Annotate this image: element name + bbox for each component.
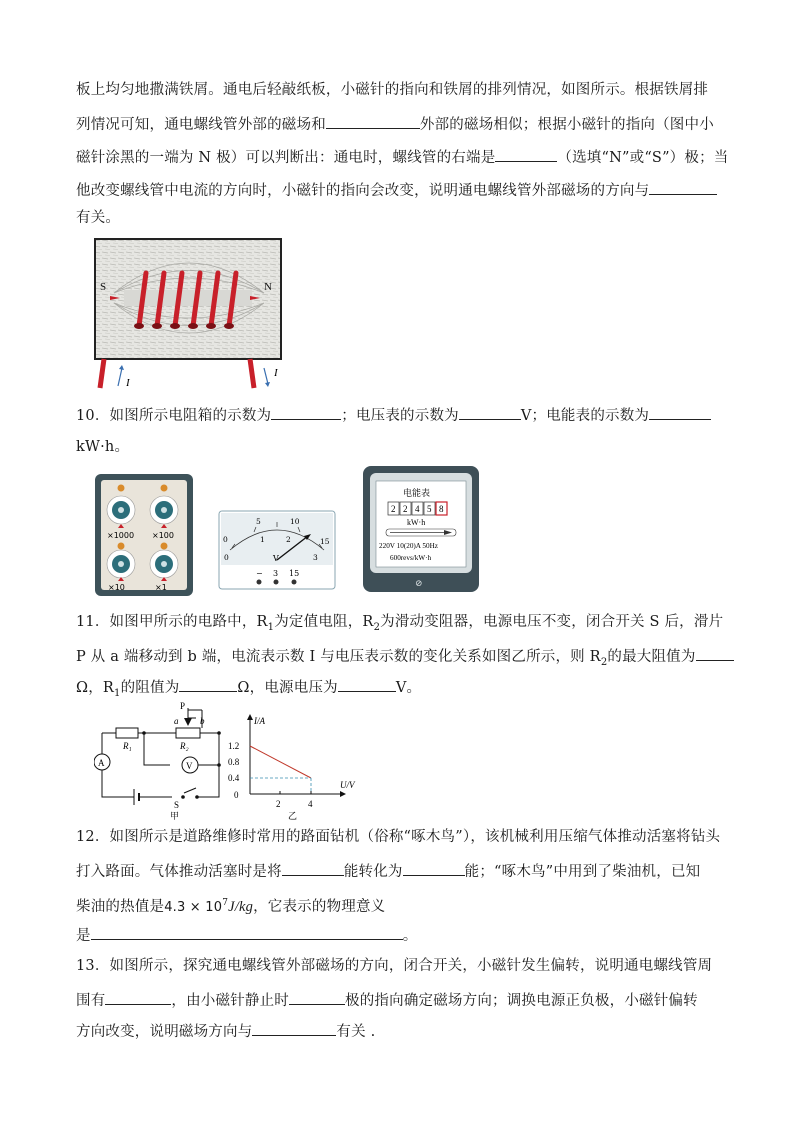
q12-blank-3[interactable] <box>91 924 403 940</box>
current-label-left: I <box>126 377 130 389</box>
q12-line-2 <box>76 860 700 880</box>
q12-line-2b: 能转化为 <box>343 864 403 880</box>
q12-line-2c: 能；“啄木鸟”中用到了柴油机，已知 <box>464 864 701 880</box>
volt-tick-bottom-2: 2 <box>286 535 291 544</box>
q11-line-1c: 为滑动变阻器，电源电压不变，闭合开关 S 后，滑片 <box>380 614 724 630</box>
volt-tick-top-0: 0 <box>223 535 228 544</box>
q11-sub-r1-b: 1 <box>114 687 121 699</box>
q13-line-3 <box>76 1020 375 1040</box>
q12-heat-value: 4.3 × 10 <box>164 899 223 915</box>
q11-blank-3[interactable] <box>338 676 396 692</box>
meter-digit-1: 2 <box>391 504 396 514</box>
multiplier-10: ×10 <box>108 583 125 592</box>
q13-blank-3[interactable] <box>252 1020 336 1036</box>
q13-line-1: 13．如图所示，探究通电螺线管外部磁场的方向，闭合开关，小磁针发生偏转，说明通电螺线管周 <box>76 958 713 974</box>
q11-line-3a: Ω，R <box>76 680 115 696</box>
voltmeter-label: V <box>186 761 193 771</box>
q9-blank-1[interactable] <box>326 113 420 129</box>
meter-digit-2: 2 <box>403 504 408 514</box>
q13-line-3b: 有关 . <box>336 1024 376 1040</box>
q9-blank-3[interactable] <box>649 179 717 195</box>
q13-line-2b: ，由小磁针静止时 <box>171 993 290 1009</box>
q10-line-1a: 10．如图所示电阻箱的示数为 <box>76 408 272 424</box>
energy-meter-figure <box>362 465 480 593</box>
q12-line-2a: 打入路面。气体推动活塞时是将 <box>76 864 282 880</box>
graph-xtick-2: 2 <box>276 799 281 809</box>
q11-line-2 <box>76 645 734 668</box>
volt-tick-bottom-0: 0 <box>224 553 229 562</box>
multiplier-100: ×100 <box>152 531 174 540</box>
q12-heat-unit: J/kg <box>228 898 254 915</box>
q12-line-4a: 是 <box>76 928 91 944</box>
circuit-caption: 甲 <box>170 812 180 820</box>
ammeter-label: A <box>98 758 105 768</box>
q13-line-2a: 围有 <box>76 993 106 1009</box>
q11-sub-r2-b: 2 <box>600 656 608 668</box>
graph-origin: 0 <box>234 790 239 800</box>
slider-a-label: a <box>174 716 179 726</box>
q10-blank-3[interactable] <box>649 404 711 420</box>
q12-line-3 <box>76 893 385 913</box>
meter-unit: kW·h <box>407 518 426 527</box>
volt-tick-bottom-1: 1 <box>260 535 265 544</box>
q9-line-1: 板上均匀地撒满铁屑。通电后轻敲纸板，小磁针的指向和铁屑的排列情况，如图所示。根据铁屑排 <box>76 82 709 98</box>
q9-line-2 <box>76 113 714 133</box>
q12-blank-2[interactable] <box>403 860 465 876</box>
resistance-box-figure <box>94 473 194 597</box>
current-label-right: I <box>274 367 278 379</box>
volt-tick-top-15: 15 <box>320 537 330 546</box>
circuit-diagram <box>94 700 230 820</box>
r2-label: R₂ <box>180 741 189 751</box>
graph-xtick-4: 4 <box>308 799 313 809</box>
q11-line-3c: Ω，电源电压为 <box>237 680 338 696</box>
n-pole-label: N <box>264 281 272 293</box>
terminal-15: 15 <box>289 569 300 578</box>
meter-knob-icon: ⊘ <box>415 579 423 589</box>
q12-blank-1[interactable] <box>282 860 344 876</box>
q11-line-1a: 11．如图甲所示的电路中，R <box>76 614 268 630</box>
meter-spec-2: 600revs/kW·h <box>390 554 432 562</box>
q12-line-3a: 柴油的热值是 <box>76 898 165 915</box>
q11-line-3 <box>76 676 422 699</box>
iu-graph <box>228 712 368 822</box>
q11-blank-2[interactable] <box>179 676 237 692</box>
meter-title: 电能表 <box>403 489 431 499</box>
q11-line-2b: 的最大阻值为 <box>607 649 696 665</box>
q11-line-3d: V。 <box>395 680 422 696</box>
q13-line-3a: 方向改变，说明磁场方向与 <box>76 1024 253 1040</box>
terminal-3: 3 <box>273 569 279 578</box>
volt-tick-top-5: 5 <box>256 517 261 526</box>
q13-blank-2[interactable] <box>289 989 345 1005</box>
q10-line-1 <box>76 404 711 424</box>
q11-line-1 <box>76 612 723 632</box>
q11-line-3b: 的阻值为 <box>120 680 180 696</box>
q11-line-1b: 为定值电阻，R <box>274 614 374 630</box>
volt-tick-bottom-3: 3 <box>313 553 318 562</box>
slider-b-label: b <box>200 716 205 726</box>
q11-sub-r1: 1 <box>267 621 275 633</box>
multiplier-1000: ×1000 <box>107 531 135 540</box>
graph-xlabel: U/V <box>340 780 355 790</box>
q10-blank-2[interactable] <box>459 404 521 420</box>
multiplier-1: ×1 <box>155 583 167 592</box>
s-pole-label: S <box>100 281 107 293</box>
graph-ylabel: I/A <box>254 716 265 726</box>
q11-blank-1[interactable] <box>696 645 734 661</box>
r1-label: R₁ <box>123 741 132 751</box>
q13-blank-1[interactable] <box>105 989 171 1005</box>
q9-line-5: 有关。 <box>76 210 121 226</box>
q13-line-2 <box>76 989 698 1009</box>
volt-tick-top-10: 10 <box>290 517 300 526</box>
q11-sub-r2: 2 <box>373 621 381 633</box>
q10-line-1b: ；电压表的示数为 <box>341 408 459 424</box>
q9-line-3 <box>76 146 728 166</box>
q10-line-1c: V；电能表的示数为 <box>520 408 650 424</box>
q12-line-3d: ，它表示的物理意义 <box>253 898 386 915</box>
q12-line-4 <box>76 924 417 944</box>
meter-digit-3: 4 <box>415 504 420 514</box>
solenoid-figure <box>94 238 284 390</box>
graph-ytick-1.2: 1.2 <box>228 741 240 751</box>
q9-blank-2[interactable] <box>495 146 557 162</box>
q10-blank-1[interactable] <box>271 404 341 420</box>
q9-line-3b: （选填“N”或“S”）极；当 <box>557 150 729 166</box>
q9-line-2b: 外部的磁场相似；根据小磁针的指向（图中小 <box>419 117 714 133</box>
q12-line-4b: 。 <box>402 928 418 944</box>
voltmeter-figure <box>218 510 336 590</box>
meter-spec-1: 220V 10(20)A 50Hz <box>379 542 438 550</box>
q9-line-4a: 他改变螺线管中电流的方向时，小磁针的指向会改变，说明通电螺线管外部磁场的方向与 <box>76 183 650 199</box>
graph-ytick-0.8: 0.8 <box>228 757 240 767</box>
q11-line-2a: P 从 a 端移动到 b 端，电流表示数 I 与电压表示数的变化关系如图乙所示，则 R <box>76 649 601 665</box>
graph-ytick-0.4: 0.4 <box>228 773 240 783</box>
slider-p-label: P <box>180 701 186 711</box>
terminal-minus: − <box>256 569 263 578</box>
volt-unit: V <box>273 554 279 563</box>
q9-line-3a: 磁针涂黑的一端为 N 极）可以判断出：通电时，螺线管的右端是 <box>76 150 496 166</box>
meter-digit-4: 5 <box>427 504 432 514</box>
graph-caption: 乙 <box>288 812 298 822</box>
q9-line-4 <box>76 179 717 199</box>
q13-line-2c: 极的指向确定磁场方向；调换电源正负极，小磁针偏转 <box>345 993 698 1009</box>
q10-line-2: kW·h。 <box>76 439 130 455</box>
q12-line-1: 12．如图所示是道路维修时常用的路面钻机（俗称“啄木鸟”），该机械利用压缩气体推动活塞将钻头 <box>76 829 721 845</box>
meter-digit-5: 8 <box>439 504 444 514</box>
q12-heat-exponent: 7 <box>222 898 229 908</box>
switch-label: S <box>174 800 180 810</box>
q9-line-2a: 列情况可知，通电螺线管外部的磁场和 <box>76 117 326 133</box>
